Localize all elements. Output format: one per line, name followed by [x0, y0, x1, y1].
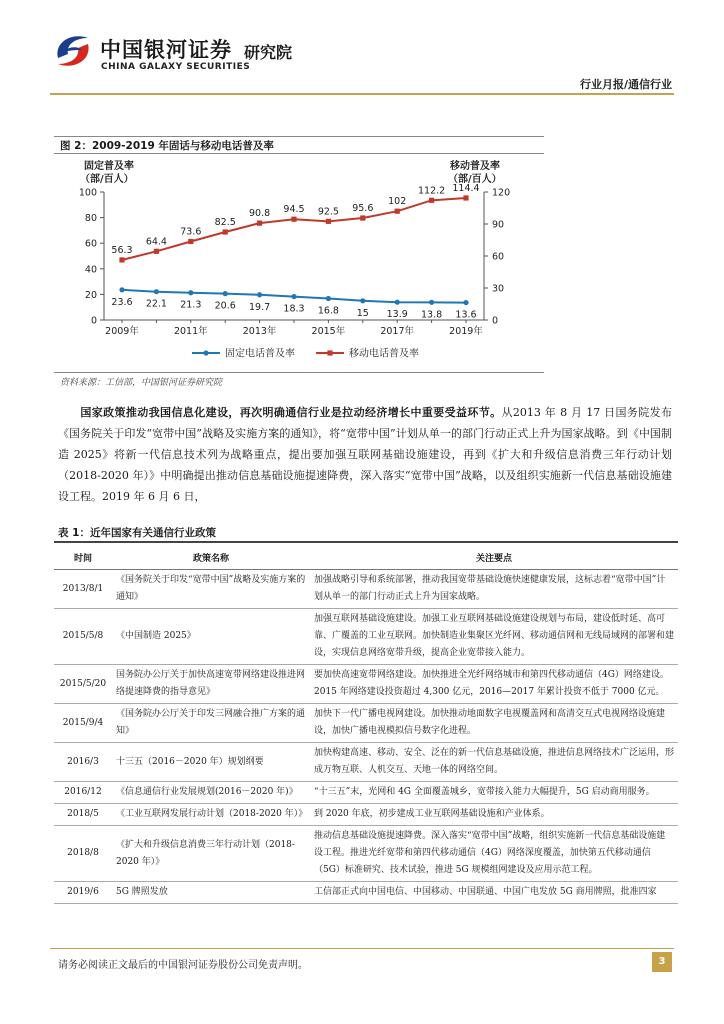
- legend-mobile-marker: [327, 350, 332, 355]
- fixed-data-label: 16.8: [317, 305, 339, 317]
- report-category: 行业月报/通信行业: [579, 78, 672, 91]
- row-policy: 《国务院关于印发“宽带中国”战略及实施方案的通知》: [112, 570, 310, 609]
- mobile-data-label: 112.2: [417, 185, 446, 197]
- row-policy: 《中国制造 2025》: [112, 609, 310, 665]
- row-focus: 加快下一代广播电视网建设。加快推动地面数字电视覆盖网和高清交互式电视网络设施建设，加快广播电视模拟信号数字化进程。: [310, 704, 678, 743]
- mobile-data-label: 95.6: [352, 203, 374, 215]
- mobile-point: [429, 198, 434, 203]
- disclaimer-note: 请务必阅读正文最后的中国银河证券股份公司免责声明。: [58, 960, 308, 971]
- row-policy: 国务院办公厅关于加快高速宽带网络建设推进网络提速降费的指导意见》: [112, 665, 310, 704]
- institute-name: 研究院: [244, 43, 293, 62]
- y-left-tick-label: 100: [78, 187, 97, 199]
- fixed-point: [326, 296, 331, 301]
- row-date: 2018/5: [54, 804, 112, 826]
- row-policy: 《国务院办公厅关于印发三网融合推广方案的通知》: [112, 704, 310, 743]
- mobile-data-label: 56.3: [111, 244, 133, 256]
- figure-rule-bottom: [54, 153, 544, 154]
- row-date: 2015/5/20: [54, 665, 112, 704]
- paragraph-bold-lead: 国家政策推动我国信息化建设，再次明确通信行业是拉动经济增长中重要受益环节。: [80, 406, 502, 419]
- y-left-label-line2: （部/百人）: [80, 174, 134, 185]
- figure-source: 资料来源：工信部，中国银河证券研究院: [60, 378, 223, 388]
- row-date: 2016/3: [54, 743, 112, 782]
- row-date: 2015/5/8: [54, 609, 112, 665]
- page-number: 3: [652, 952, 672, 972]
- mobile-data-label: 92.5: [317, 206, 339, 218]
- header-divider: [50, 93, 674, 95]
- policy-table: [54, 545, 678, 904]
- fixed-point: [119, 287, 124, 292]
- company-name-en: CHINA GALAXY SECURITIES: [101, 62, 251, 72]
- row-policy: 《扩大和升级信息消费三年行动计划（2018-2020 年）》: [112, 826, 310, 882]
- table-row: [54, 826, 678, 882]
- fixed-point: [395, 300, 400, 305]
- row-policy: 十三五（2016－2020 年）规划纲要: [112, 743, 310, 782]
- mobile-point: [360, 215, 365, 220]
- table-row: [54, 743, 678, 782]
- y-left-tick-label: 40: [84, 264, 97, 276]
- header-focus: 关注要点: [310, 545, 678, 570]
- x-tick-label: 2019年: [449, 326, 483, 337]
- mobile-point: [119, 257, 124, 262]
- x-tick-label: 2013年: [242, 326, 277, 337]
- table-row: [54, 882, 678, 904]
- fixed-point: [257, 292, 262, 297]
- mobile-point: [326, 219, 331, 224]
- header-policy: 政策名称: [112, 545, 310, 570]
- y-left-tick-label: 0: [90, 315, 97, 327]
- mobile-point: [395, 209, 400, 214]
- fixed-point: [154, 289, 159, 294]
- row-focus: 工信部正式向中国电信、中国移动、中国联通、中国广电发放 5G 商用牌照，批准四家: [310, 882, 678, 904]
- mobile-point: [223, 229, 228, 234]
- legend-fixed-label: 固定电话普及率: [225, 348, 295, 360]
- x-tick-label: 2017年: [380, 326, 415, 337]
- y-left-label-line1: 固定普及率: [84, 161, 134, 172]
- fixed-data-label: 18.3: [283, 303, 305, 315]
- row-date: 2018/8: [54, 826, 112, 882]
- fixed-data-label: 20.6: [214, 300, 236, 312]
- y-right-label-line1: 移动普及率: [450, 161, 500, 172]
- row-focus: 加快构建高速、移动、安全、泛在的新一代信息基础设施，推进信息网络技术广泛运用，形成万物互联、人机交互、天地一体的网络空间。: [310, 743, 678, 782]
- y-left-tick-label: 20: [84, 289, 97, 301]
- table-header-row: [54, 545, 678, 570]
- mobile-data-label: 102: [388, 196, 407, 208]
- mobile-data-label: 82.5: [214, 217, 236, 228]
- fixed-point: [360, 298, 365, 303]
- company-logo-icon: [50, 28, 96, 74]
- mobile-data-label: 73.6: [180, 226, 202, 238]
- fixed-point: [463, 300, 468, 305]
- fixed-point: [291, 294, 296, 299]
- mobile-point: [463, 195, 468, 200]
- row-date: 2016/12: [54, 782, 112, 804]
- fixed-data-label: 22.1: [145, 298, 167, 310]
- legend-mobile-label: 移动电话普及率: [349, 348, 419, 360]
- header-date: 时间: [54, 545, 112, 570]
- row-focus: 加强战略引导和系统部署，推动我国宽带基础设施快速健康发展，这标志着“宽带中国”计划从单一的部门行动正式上升为国家战略。: [310, 570, 678, 609]
- y-right-tick-label: 120: [492, 187, 511, 199]
- table-title: 表 1：近年国家有关通信行业政策: [58, 527, 216, 539]
- y-left-tick-label: 60: [84, 238, 97, 250]
- row-policy: 《工业互联网发展行动计划（2018-2020 年）》: [112, 804, 310, 826]
- table-row: [54, 782, 678, 804]
- figure-title: 图 2：2009-2019 年固话与移动电话普及率: [60, 140, 274, 152]
- row-focus: “十三五”末，光网和 4G 全面覆盖城乡，宽带接入能力大幅提升，5G 启动商用服务。: [310, 782, 678, 804]
- mobile-data-label: 90.8: [249, 208, 271, 220]
- y-right-tick-label: 30: [492, 283, 505, 295]
- fixed-point: [188, 290, 193, 295]
- table-row: [54, 704, 678, 743]
- y-right-label-line2: （部/百人）: [448, 174, 502, 185]
- row-policy: 《信息通信行业发展规划(2016－2020 年)》: [112, 782, 310, 804]
- row-focus: 要加快高速宽带网络建设。加快推进全光纤网络城市和第四代移动通信（4G）网络建设。2015 年网络建设投资超过 4,300 亿元，2016—2017 年累计投资不低于 7000 亿元。: [310, 665, 678, 704]
- fixed-data-label: 15: [356, 307, 369, 319]
- mobile-data-label: 64.4: [145, 236, 167, 248]
- mobile-point: [257, 221, 262, 226]
- footer-divider: [50, 948, 674, 949]
- fixed-data-label: 13.6: [455, 309, 477, 321]
- figure-rule-end: [54, 372, 544, 373]
- mobile-point: [291, 217, 296, 222]
- row-date: 2013/8/1: [54, 570, 112, 609]
- mobile-point: [188, 239, 193, 244]
- company-name-cn: 中国银河证券: [100, 38, 232, 62]
- mobile-point: [154, 249, 159, 254]
- table-row: [54, 665, 678, 704]
- y-right-tick-label: 0: [492, 315, 499, 327]
- y-right-tick-label: 90: [492, 219, 505, 231]
- fixed-point: [429, 300, 434, 305]
- x-tick-label: 2011年: [173, 326, 208, 337]
- x-tick-label: 2009年: [105, 326, 139, 337]
- table-row: [54, 609, 678, 665]
- row-policy: 5G 牌照发放: [112, 882, 310, 904]
- figure-rule-top: [54, 136, 544, 137]
- penetration-line-chart: [54, 155, 544, 370]
- row-focus: 加强互联网基础设施建设。加强工业互联网基础设施建设规划与布局，建设低时延、高可靠、广覆盖的工业互联网。加快制造业集聚区光纤网、移动通信网和无线局域网的部署和建设，实现信息网络宽带升级，提高企业宽带接入能力。: [310, 609, 678, 665]
- y-left-tick-label: 80: [84, 213, 97, 225]
- x-tick-label: 2015年: [311, 326, 346, 337]
- y-right-tick-label: 60: [492, 251, 505, 263]
- row-focus: 到 2020 年底，初步建成工业互联网基础设施和产业体系。: [310, 804, 678, 826]
- row-date: 2019/6: [54, 882, 112, 904]
- table-row: [54, 804, 678, 826]
- fixed-data-label: 23.6: [111, 296, 133, 308]
- fixed-data-label: 13.9: [386, 309, 408, 321]
- body-paragraph: [58, 402, 672, 507]
- table-rule-top: [54, 541, 678, 543]
- paragraph-body: 从2013 年 8 月 17 日国务院发布《国务院关于印发“宽带中国”战略及实施方案的通知》，将“宽带中国”计划从单一的部门行动正式上升为国家战略。到《中国制造 2025》将新一代信息技术列为战略重点，提出要加强互联网基础设施建设，再到《扩大和升级信息消费三年行动计划（2018-2020 年）》中明确提出推动信息基础设施提速降费，深入落实“宽带中国”战略，以及组织实施新一代信息基础设施建设工程。2019 年 6 月 6 日，: [58, 406, 672, 503]
- row-focus: 推动信息基础设施提速降费。深入落实“宽带中国”战略，组织实施新一代信息基础设施建设工程。推进光纤宽带和第四代移动通信（4G）网络深度覆盖，加快第五代移动通信（5G）标准研究、技术试验，推进 5G 规模组网建设及应用示范工程。: [310, 826, 678, 882]
- row-date: 2015/9/4: [54, 704, 112, 743]
- fixed-data-label: 21.3: [180, 299, 202, 311]
- fixed-point: [223, 291, 228, 296]
- mobile-data-label: 114.4: [452, 182, 480, 194]
- table-row: [54, 570, 678, 609]
- fixed-data-label: 19.7: [249, 301, 271, 313]
- legend-fixed-marker: [203, 350, 208, 355]
- mobile-data-label: 94.5: [283, 204, 305, 216]
- fixed-data-label: 13.8: [421, 309, 443, 321]
